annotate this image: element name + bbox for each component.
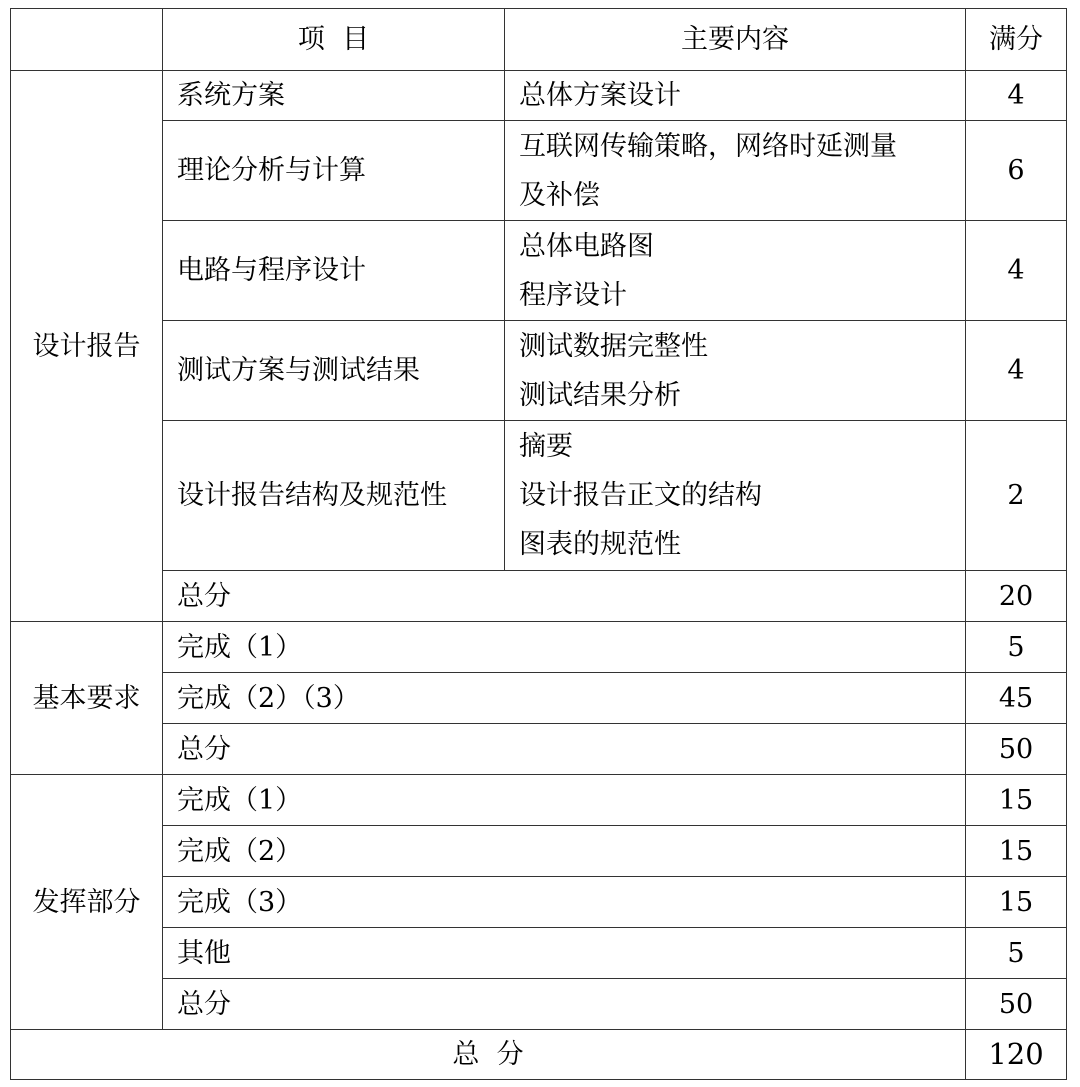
table-row xyxy=(11,71,1067,121)
table-row xyxy=(11,775,1067,826)
subtotal-score: 50 xyxy=(966,979,1067,1030)
subtotal-label: 总分 xyxy=(163,571,966,622)
table-row xyxy=(11,673,1067,724)
score-cell: 15 xyxy=(966,826,1067,877)
content-line: 设计报告正文的结构 xyxy=(519,480,762,511)
header-content: 主要内容 xyxy=(505,9,966,71)
subtotal-score: 20 xyxy=(966,571,1067,622)
score-cell: 4 xyxy=(966,71,1067,121)
score-cell: 4 xyxy=(966,321,1067,421)
content-cell xyxy=(505,71,966,121)
content-line: 摘要 xyxy=(519,431,573,462)
grand-total-row xyxy=(11,1030,1067,1080)
item-cell: 完成（1） xyxy=(163,622,966,673)
category-extended: 发挥部分 xyxy=(11,775,163,1030)
content-cell xyxy=(505,321,966,421)
content-line: 互联网传输策略，网络时延测量 xyxy=(519,130,897,162)
subtotal-label: 总分 xyxy=(163,979,966,1030)
item-cell: 理论分析与计算 xyxy=(163,121,505,221)
item-cell: 完成（2） xyxy=(163,826,966,877)
content-line: 测试数据完整性 xyxy=(519,330,708,362)
content-line: 总体方案设计 xyxy=(519,80,681,111)
item-cell: 电路与程序设计 xyxy=(163,221,505,321)
content-cell xyxy=(505,421,966,571)
header-max-score: 满分 xyxy=(966,9,1067,71)
score-cell: 15 xyxy=(966,775,1067,826)
table-row xyxy=(11,928,1067,979)
subtotal-row xyxy=(11,979,1067,1030)
grand-total-label: 总 分 xyxy=(11,1030,966,1080)
content-line: 及补偿 xyxy=(519,179,600,211)
table-row xyxy=(11,826,1067,877)
score-cell: 45 xyxy=(966,673,1067,724)
table-row xyxy=(11,421,1067,571)
item-cell: 测试方案与测试结果 xyxy=(163,321,505,421)
header-row xyxy=(11,9,1067,71)
table-row xyxy=(11,221,1067,321)
table-row xyxy=(11,121,1067,221)
score-cell: 4 xyxy=(966,221,1067,321)
item-cell: 设计报告结构及规范性 xyxy=(163,421,505,571)
subtotal-label: 总分 xyxy=(163,724,966,775)
item-cell: 其他 xyxy=(163,928,966,979)
item-cell: 完成（2）（3） xyxy=(163,673,966,724)
content-line: 程序设计 xyxy=(519,279,627,311)
header-blank xyxy=(11,9,163,71)
table-row xyxy=(11,622,1067,673)
grand-total-score: 120 xyxy=(966,1030,1067,1080)
item-cell: 完成（3） xyxy=(163,877,966,928)
score-cell: 15 xyxy=(966,877,1067,928)
subtotal-score: 50 xyxy=(966,724,1067,775)
item-cell: 完成（1） xyxy=(163,775,966,826)
header-item: 项 目 xyxy=(163,9,505,71)
category-basic: 基本要求 xyxy=(11,622,163,775)
content-cell xyxy=(505,121,966,221)
category-design-report: 设计报告 xyxy=(11,71,163,622)
table-row xyxy=(11,877,1067,928)
score-cell: 5 xyxy=(966,928,1067,979)
score-cell: 2 xyxy=(966,421,1067,571)
content-line: 图表的规范性 xyxy=(519,529,681,560)
score-cell: 5 xyxy=(966,622,1067,673)
content-cell xyxy=(505,221,966,321)
table-row xyxy=(11,321,1067,421)
content-line: 总体电路图 xyxy=(519,230,654,262)
content-line: 测试结果分析 xyxy=(519,379,681,411)
score-cell: 6 xyxy=(966,121,1067,221)
subtotal-row xyxy=(11,571,1067,622)
item-cell: 系统方案 xyxy=(163,71,505,121)
scoring-table xyxy=(10,8,1067,1080)
subtotal-row xyxy=(11,724,1067,775)
